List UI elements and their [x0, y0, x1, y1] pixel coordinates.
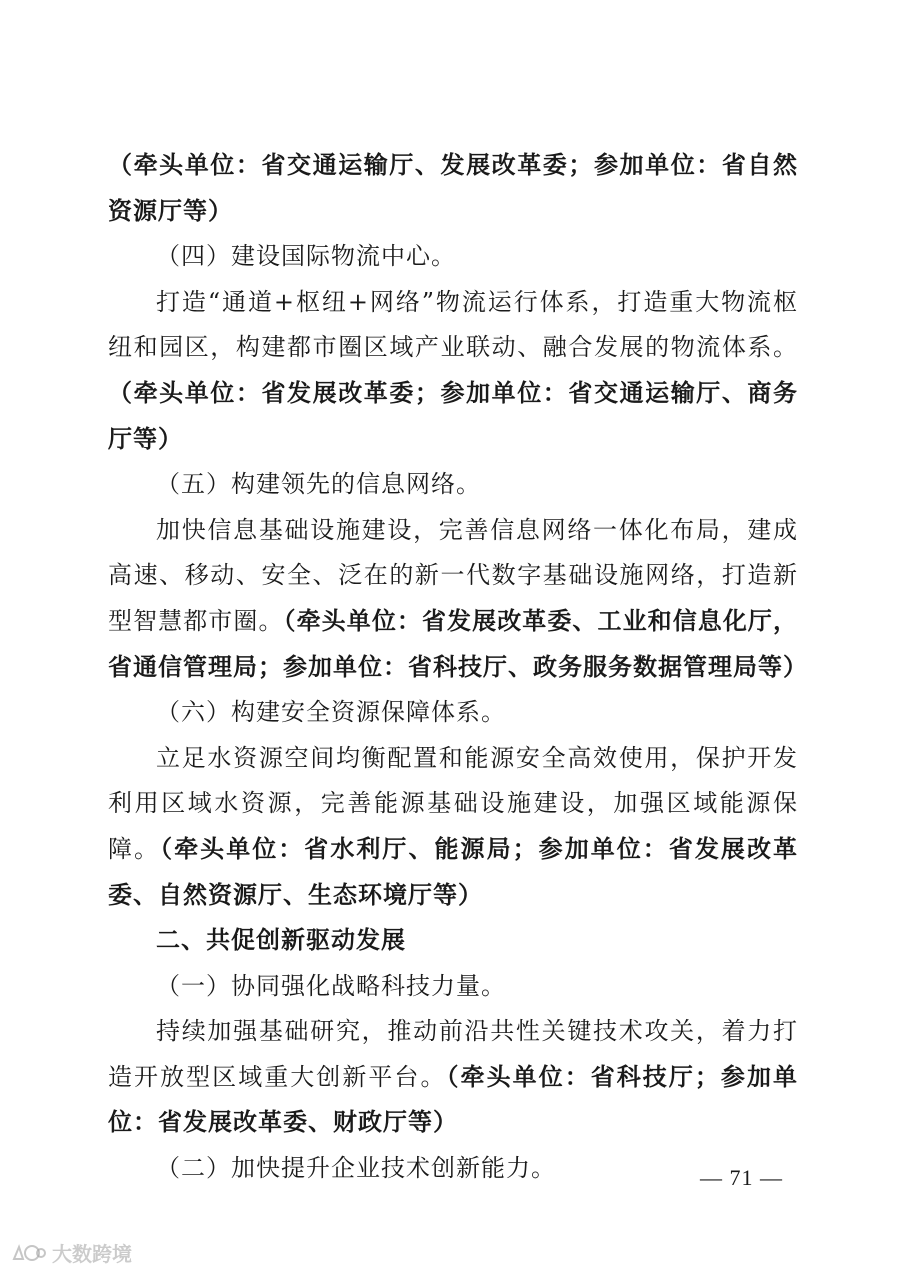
paragraph-p3	[108, 508, 808, 690]
bold-text: （牵头单位：省交通运输厅、发展改革委；参加单位：省自然资源厅等）	[108, 151, 798, 225]
paragraph-h1	[108, 964, 798, 1010]
paragraph-p2	[108, 280, 798, 462]
bold-text: 二、共促创新驱动发展	[156, 926, 406, 955]
body-text: （四）建设国际物流中心。	[156, 242, 456, 271]
watermark	[10, 1238, 132, 1267]
paragraph-p5	[108, 1009, 798, 1146]
bold-text: （牵头单位：省发展改革委；参加单位：省交通运输厅、商务厅等）	[108, 378, 798, 453]
document-body	[108, 143, 808, 1192]
body-text: 打造“通道+枢纽+网络”物流运行体系，打造重大物流枢纽和园区，构建都市圈区域产业联动、融合发展的物流体系。	[108, 287, 798, 362]
body-text: （一）协同强化战略科技力量。	[156, 971, 506, 1000]
paragraph-h2	[108, 1146, 798, 1192]
bold-text: （牵头单位：省科技厅；参加单位：省发展改革委、财政厅等）	[108, 1062, 798, 1137]
paragraph-h5	[108, 462, 798, 508]
bold-text: （牵头单位：省发展改革委、工业和信息化厅，省通信管理局；参加单位：省科技厅、政务服务数据管理局等）	[108, 606, 808, 681]
watermark-text: 大数跨境	[52, 1242, 132, 1266]
body-text: 立足水资源空间均衡配置和能源安全高效使用，保护开发利用区域水资源，完善能源基础设施建设，加强区域能源保障。	[108, 743, 798, 863]
body-text: 持续加强基础研究，推动前沿共性关键技术攻关，着力打造开放型区域重大创新平台。	[108, 1017, 798, 1091]
paragraph-h6	[108, 690, 798, 736]
body-text: 加快信息基础设施建设，完善信息网络一体化布局，建成高速、移动、安全、泛在的新一代数字基础设施网络，打造新型智慧都市圈。	[108, 515, 798, 635]
paragraph-p1	[108, 143, 798, 234]
body-text: （五）构建领先的信息网络。	[156, 470, 481, 499]
paragraph-s2	[108, 918, 798, 964]
paragraph-h4	[108, 234, 798, 280]
logo-icon	[10, 1242, 46, 1264]
paragraph-p4	[108, 736, 798, 918]
bold-text: （牵头单位：省水利厅、能源局；参加单位：省发展改革委、自然资源厅、生态环境厅等）	[108, 834, 798, 909]
body-text: （六）构建安全资源保障体系。	[156, 698, 506, 727]
body-text: （二）加快提升企业技术创新能力。	[156, 1154, 556, 1183]
page-number: — 71 —	[700, 1165, 783, 1190]
